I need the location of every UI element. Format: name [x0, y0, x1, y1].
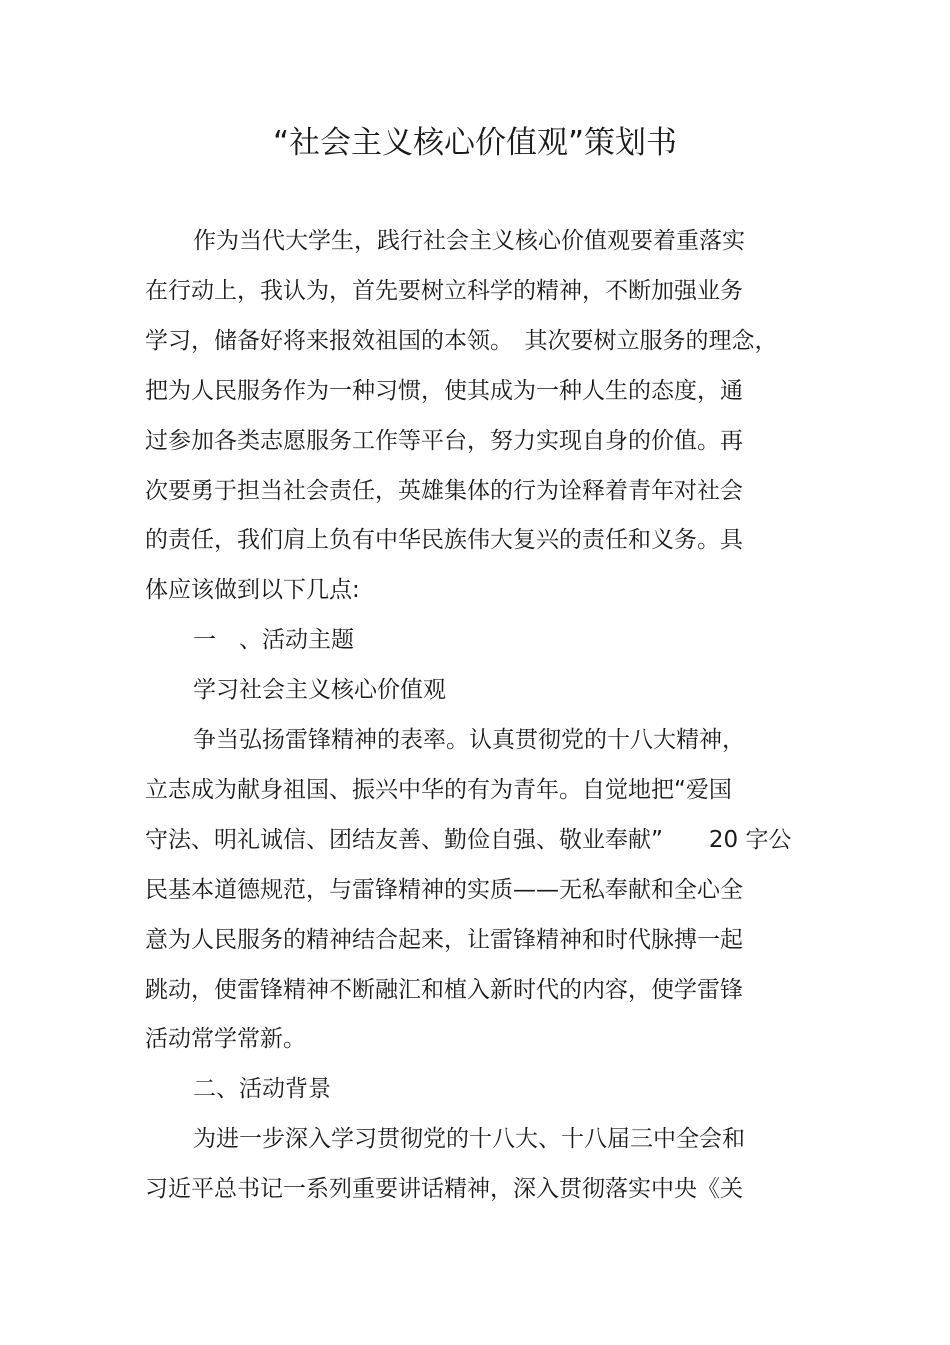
- paragraph-line: 次要勇于担当社会责任，英雄集体的行为诠释着青年对社会: [145, 478, 743, 504]
- paragraph-line: 民基本道德规范，与雷锋精神的实质——无私奉献和全心全: [145, 877, 743, 903]
- paragraph-line: 在行动上，我认为，首先要树立科学的精神，不断加强业务: [145, 278, 743, 304]
- paragraph-line: 的责任，我们肩上负有中华民族伟大复兴的责任和义务。具: [145, 527, 743, 553]
- paragraph-line: 作为当代大学生，践行社会主义核心价值观要着重落实: [193, 228, 745, 254]
- paragraph-line: 意为人民服务的精神结合起来，让雷锋精神和时代脉搏一起: [145, 927, 743, 953]
- document-title: “社会主义核心价值观”策划书: [272, 125, 678, 161]
- paragraph-line: 习近平总书记一系列重要讲话精神，深入贯彻落实中央《关: [145, 1176, 743, 1202]
- paragraph-line: 过参加各类志愿服务工作等平台，努力实现自身的价值。再: [145, 428, 743, 454]
- section-heading: 一 、活动主题: [193, 627, 354, 653]
- section-subheading: 学习社会主义核心价值观: [193, 677, 446, 703]
- paragraph-line: 立志成为献身祖国、振兴中华的有为青年。自觉地把“爱国: [145, 777, 732, 803]
- paragraph-line: 守法、明礼诚信、团结友善、勤俭自强、敬业奉献” 20 字公: [145, 827, 792, 853]
- paragraph-line: 为进一步深入学习贯彻党的十八大、十八届三中全会和: [193, 1126, 745, 1152]
- paragraph-line: 争当弘扬雷锋精神的表率。认真贯彻党的十八大精神，: [193, 727, 745, 753]
- paragraph-line: 活动常学常新。: [145, 1026, 306, 1052]
- paragraph-line: 跳动，使雷锋精神不断融汇和植入新时代的内容，使学雷锋: [145, 977, 743, 1003]
- paragraph-line: 体应该做到以下几点:: [145, 577, 360, 603]
- section-heading: 二、活动背景: [193, 1076, 331, 1102]
- paragraph-line: 学习，储备好将来报效祖国的本领。 其次要树立服务的理念，: [145, 328, 778, 354]
- paragraph-line: 把为人民服务作为一种习惯，使其成为一种人生的态度，通: [145, 378, 743, 404]
